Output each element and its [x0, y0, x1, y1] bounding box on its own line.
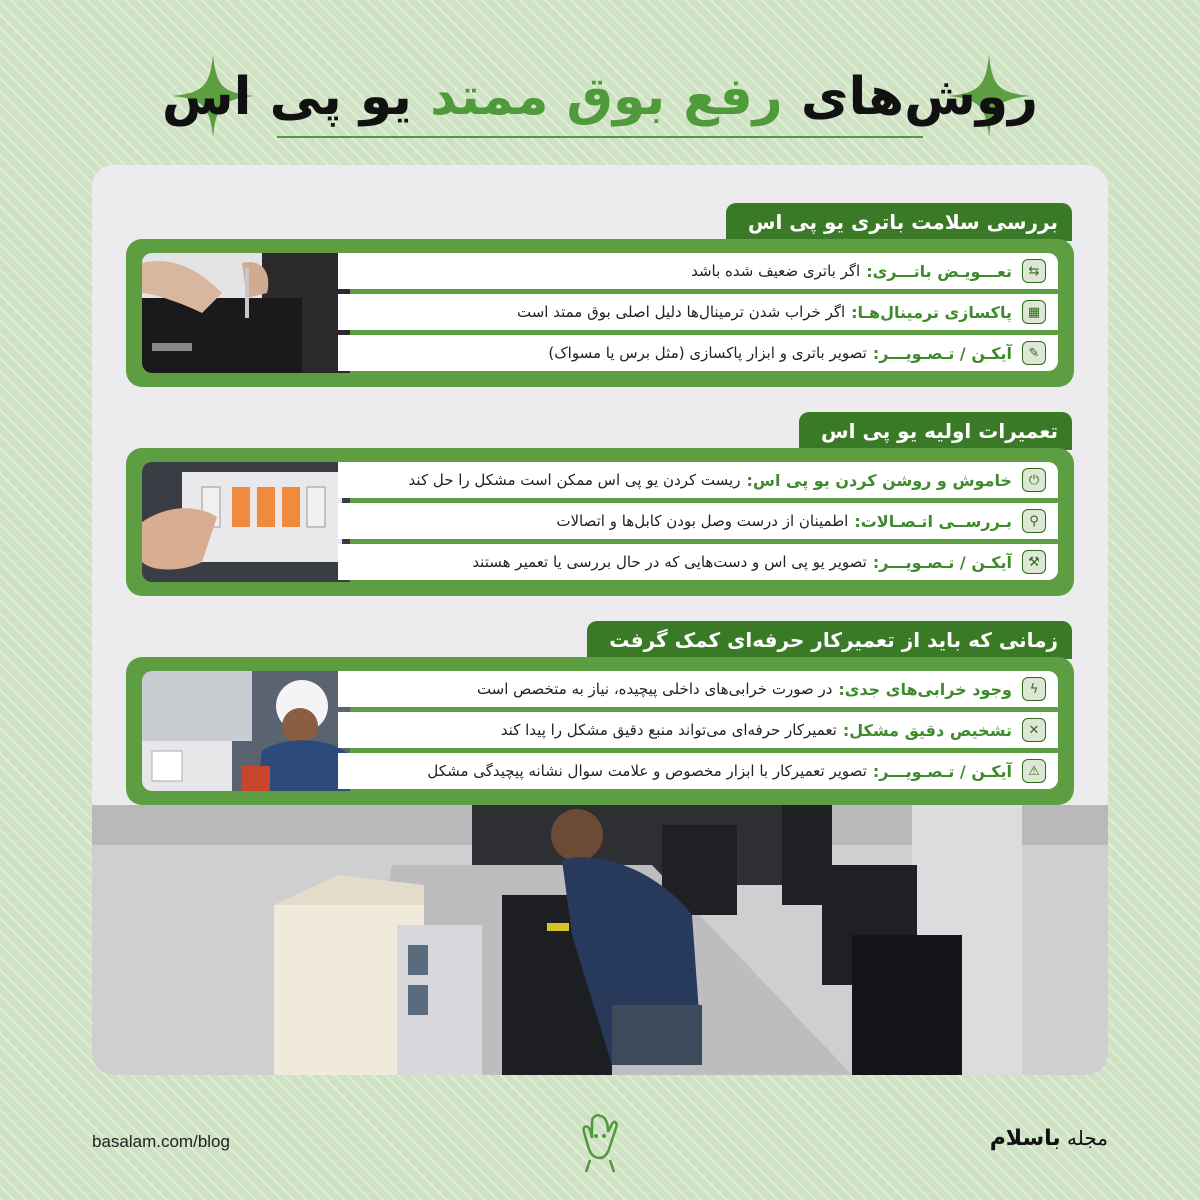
row-label: بـررســی اتـصـالات:: [854, 511, 1012, 531]
row-text: اگر باتری ضعیف شده باشد: [691, 262, 861, 280]
list-item: [338, 335, 1058, 371]
page-title: [0, 62, 1200, 132]
list-item: [338, 753, 1058, 789]
brand-name: باسلام: [989, 1126, 1061, 1151]
footer-url-link[interactable]: basalam.com/blog: [92, 1132, 230, 1151]
tools-icon: ✕: [1022, 718, 1046, 742]
list-item: [338, 671, 1058, 707]
list-item: [338, 294, 1058, 330]
repair-kit-icon: ⚒: [1022, 550, 1046, 574]
row-text: تصویر یو پی اس و دست‌هایی که در حال بررسی یا تعمیر هستند: [472, 553, 867, 571]
row-label: خاموش و روشن کردن یو پی اس:: [746, 470, 1012, 490]
row-text: تصویر تعمیرکار با ابزار مخصوص و علامت سوال نشانه پیچیدگی مشکل: [427, 762, 867, 780]
list-item: [338, 462, 1058, 498]
list-item: [338, 503, 1058, 539]
brand-prefix: مجله: [1067, 1126, 1108, 1150]
section-card-professional: [126, 657, 1074, 805]
section-heading-battery: بررسی سلامت باتری یو پی اس: [726, 203, 1072, 241]
row-label: پاکسازی ترمینال‌هـا:: [851, 302, 1012, 322]
row-text: تصویر باتری و ابزار پاکسازی (مثل برس یا مسواک): [548, 344, 867, 362]
section-card-basic-repair: [126, 448, 1074, 596]
list-item: [338, 253, 1058, 289]
footer-brand-logo: [990, 1126, 1108, 1151]
row-text: در صورت خرابی‌های داخلی پیچیده، نیاز به متخصص است: [476, 680, 833, 698]
plug-icon: ⚲: [1022, 509, 1046, 533]
row-label: آیکـن / تـصـویـــر:: [872, 552, 1012, 572]
row-label: وجود خرابی‌های جدی:: [838, 679, 1012, 699]
title-accent: رفع بوق ممتد: [430, 67, 783, 127]
professional-technician-photo: [142, 671, 350, 791]
row-label: تشخیص دقیق مشکل:: [842, 720, 1012, 740]
battery-swap-icon: ⇆: [1022, 259, 1046, 283]
section-heading-basic-repair: تعمیرات اولیه یو پی اس: [799, 412, 1072, 450]
content-panel: [92, 165, 1108, 1075]
section-card-battery: [126, 239, 1074, 387]
title-post: یو پی اس: [161, 67, 412, 127]
row-text: ریست کردن یو پی اس ممکن است مشکل را حل کند: [408, 471, 741, 489]
list-item: [338, 544, 1058, 580]
title-divider: [277, 136, 923, 138]
power-icon: ⏻: [1022, 468, 1046, 492]
row-text: تعمیرکار حرفه‌ای می‌تواند منبع دقیق مشکل را پیدا کند: [500, 721, 837, 739]
battery-repair-photo: [142, 253, 350, 373]
row-text: اطمینان از درست وصل بودن کابل‌ها و اتصالات: [556, 512, 849, 530]
brush-icon: ✎: [1022, 341, 1046, 365]
section-heading-professional: زمانی که باید از تعمیرکار حرفه‌ای کمک گرفت: [587, 621, 1072, 659]
row-text: اگر خراب شدن ترمینال‌ها دلیل اصلی بوق ممتد است: [517, 303, 846, 321]
row-label: تعـــویـض باتـــری:: [866, 261, 1012, 281]
breaker-panel-photo: [142, 462, 350, 582]
row-label: آیکـن / تـصـویـــر:: [872, 343, 1012, 363]
warning-icon: ⚠: [1022, 759, 1046, 783]
row-label: آیکـن / تـصـویـــر:: [872, 761, 1012, 781]
terminal-grid-icon: ▦: [1022, 300, 1046, 324]
list-item: [338, 712, 1058, 748]
lightning-icon: ϟ: [1022, 677, 1046, 701]
basalam-mascot-icon: [576, 1110, 624, 1174]
technician-ups-photo: [92, 805, 1108, 1075]
title-pre: روش‌های: [800, 67, 1039, 127]
